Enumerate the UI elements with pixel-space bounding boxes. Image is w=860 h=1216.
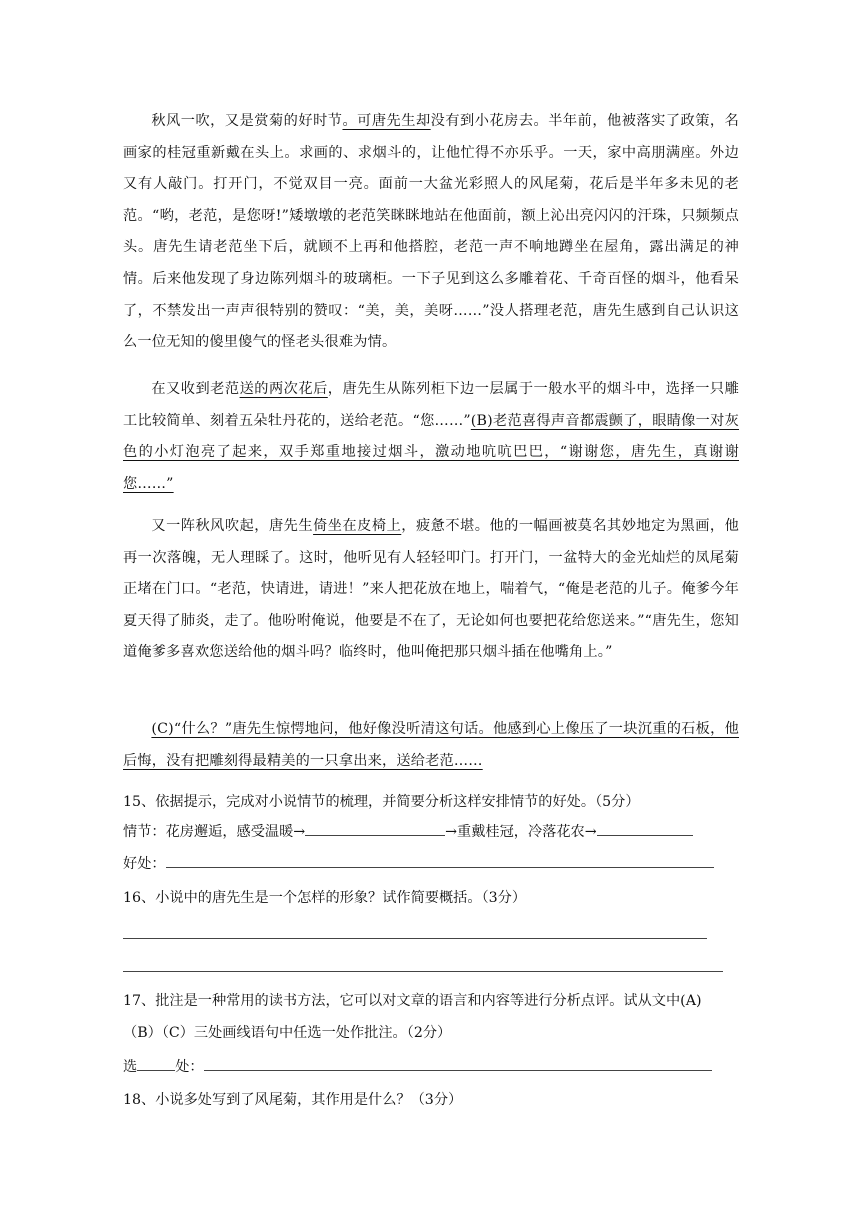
question-18: 18、小说多处写到了风尾菊，其作用是什么？（3分） <box>123 1092 463 1108</box>
passage-text: 没有到小花房去。半年前，他被落实了政策，名画家的桂冠重新戴在头上。求画的、求烟斗的，让他忙得不亦乐乎。一天，家中高朋满座。外边又有人敲门。打开门，不觉双目一亮。面前一大盆光彩照人的风尾菊，花后是半年多未见的老范。“哟，老范，是您呀!”矮墩墩的老范笑眯眯地站在他面前，额上沁出亮闪闪的汗珠，只频频点头。唐先生请老范坐下后，就顾不上再和他搭腔，老范一声不响地蹲坐在屋角，露出满足的神情。后来他发现了身边陈列烟斗的玻璃柜。一下子见到这么多雕着花、千奇百怪的烟斗，他看呆了，不禁发出一声声很特别的赞叹：“美，美，美呀……”没人搭理老范，唐先生感到自己认识这么一位无知的傻里傻气的怪老头很难为情。 <box>123 113 739 351</box>
underlined-sentence-c: (C)“什么？”唐先生惊愕地问，他好像没听清这句话。他感到心上像压了一块沉重的石板，他后悔，没有把雕刻得最精美的一只拿出来，送给老范…… <box>123 721 739 769</box>
underlined-phrase: 送的两次花后 <box>239 381 328 397</box>
plot-blank-1[interactable] <box>305 821 445 836</box>
passage-text: 秋风一吹，又是赏菊的好时节 <box>151 113 343 129</box>
passage-text: ，疲惫不堪。他的一幅画被莫名其妙地定为黑画，他再一次落魄，无人理睬了。这时，他听见有人轻轻叩门。打开门，一盆特大的金光灿烂的凤尾菊正堵在门口。“老范，快请进，请进！”来人把花放在地上，喘着气，“俺是老范的儿子。俺爹今年夏天得了肺炎，走了。他吩咐俺说，他要是不在了，无论如何也要把花给您送来。”“唐先生，您知道俺爹多喜欢您送给他的烟斗吗？临终时，他叫俺把那只烟斗插在他嘴角上。” <box>123 518 740 661</box>
passage-paragraph-2 <box>123 374 739 500</box>
plot-step-1: 花房邂逅，感受温暖→ <box>165 824 306 840</box>
passage-paragraph-3 <box>123 511 739 669</box>
passage-text: 在又收到老范 <box>151 381 240 397</box>
question-15-benefit-line <box>123 849 763 880</box>
passage-text: 又一阵秋风吹起，唐先生 <box>151 518 314 534</box>
plot-step-3: →重戴桂冠，冷落花农→ <box>445 824 597 840</box>
plot-label: 情节： <box>123 824 166 840</box>
select-label: 选 <box>123 1059 138 1075</box>
q16-answer-line-1[interactable] <box>123 938 707 939</box>
underlined-phrase: 倚坐在皮椅上 <box>313 518 402 534</box>
annotation-answer-blank[interactable] <box>204 1056 712 1071</box>
passage-paragraph-1 <box>123 106 739 359</box>
benefit-label: 好处： <box>123 856 166 872</box>
select-blank[interactable] <box>137 1056 175 1071</box>
question-17-line-1: 17、批注是一种常用的读书方法，它可以对文章的语言和内容等进行分析点评。试从文中(A) <box>123 993 702 1009</box>
question-17-answer-line <box>123 1052 763 1083</box>
underlined-phrase: 。可唐先生却 <box>342 113 431 129</box>
question-17-line-2: （B）（C）三处画线语句中任选一处作批注。（2分） <box>123 1025 452 1041</box>
passage-text: ，唐先生从陈列柜下边一层属于一般水平的烟斗中，选择一只雕工比较简单、刻着五朵牡丹花的，送给老范。“您……” <box>123 381 739 429</box>
plot-blank-2[interactable] <box>597 821 693 836</box>
underlined-sentence-b: (B)老范喜得声音都震颤了，眼睛像一对灰色的小灯泡亮了起来，双手郑重地接过烟斗，激动地吭吭巴巴，“谢谢您，唐先生，真谢谢您……” <box>123 412 740 492</box>
q16-answer-line-2[interactable] <box>123 971 723 972</box>
benefit-answer-blank[interactable] <box>166 853 714 868</box>
passage-paragraph-4 <box>123 714 739 777</box>
question-15: 15、依据提示，完成对小说情节的梳理，并简要分析这样安排情节的好处。（5分） <box>123 794 640 810</box>
annotation-label: 处： <box>175 1059 204 1075</box>
question-16: 16、小说中的唐先生是一个怎样的形象？试作简要概括。（3分） <box>123 890 527 906</box>
question-15-plot-line <box>123 817 763 848</box>
